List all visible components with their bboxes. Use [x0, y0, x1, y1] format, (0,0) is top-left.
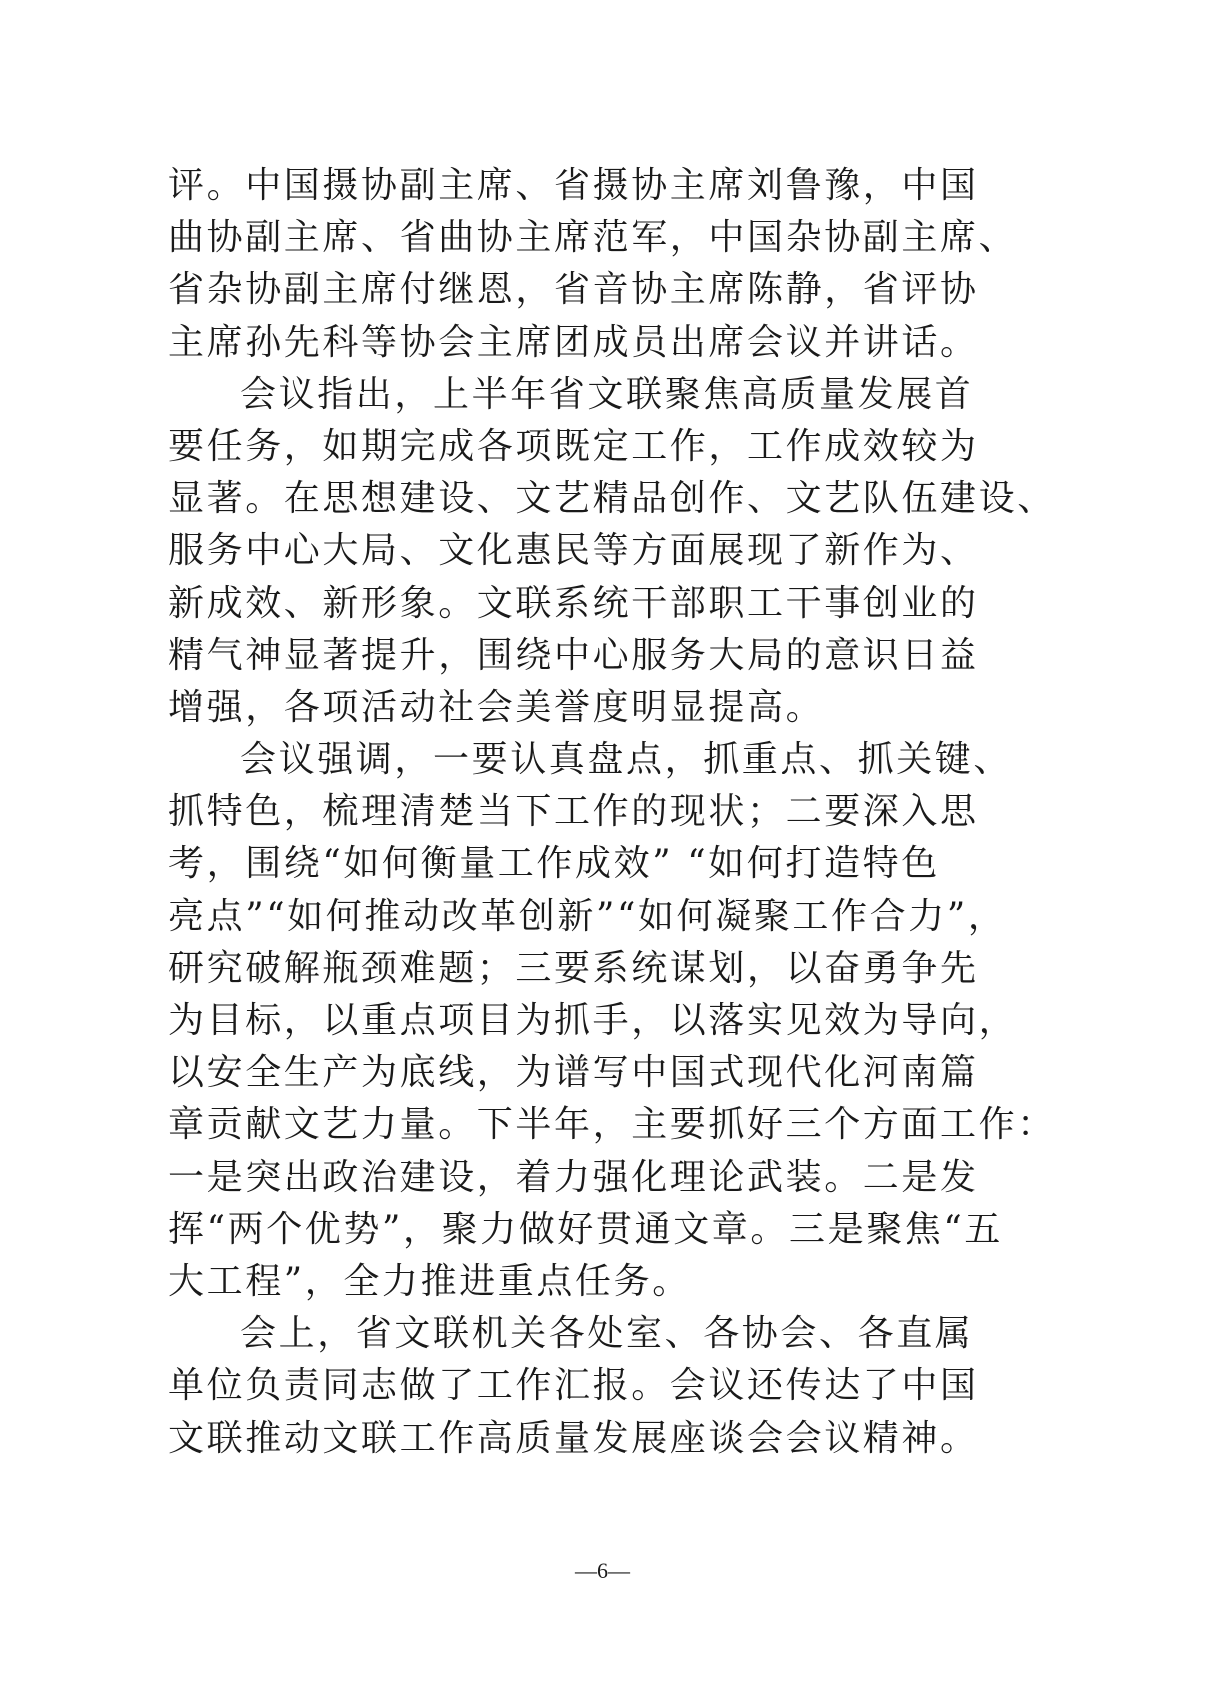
text-line: 亮点”“如何推动改革创新”“如何凝聚工作合力”，: [168, 895, 1007, 937]
text-line: 显著。在思想建设、文艺精品创作、文艺队伍建设、: [168, 478, 1056, 520]
text-line: 为目标，以重点项目为抓手，以落实见效为导向，: [168, 1000, 1018, 1041]
page-number: —6—: [575, 1558, 630, 1583]
text-line: 挥“两个优势”，聚力做好贯通文章。三是聚焦“五: [168, 1208, 1004, 1250]
text-line: 一是突出政治建设，着力强化理论武装。二是发: [168, 1156, 979, 1198]
text-line: 精气神显著提升，围绕中心服务大局的意识日益: [168, 634, 979, 676]
paragraph-start-line: 会议强调，一要认真盘点，抓重点、抓关键、: [240, 739, 1013, 781]
paragraph-start-line: 会上，省文联机关各处室、各协会、各直属: [240, 1313, 974, 1355]
text-line: 文联推动文联工作高质量发展座谈会会议精神。: [168, 1417, 979, 1459]
text-line: 单位负责同志做了工作汇报。会议还传达了中国: [168, 1365, 979, 1407]
text-line: 研究破解瓶颈难题；三要系统谋划，以奋勇争先: [168, 947, 979, 989]
paragraph-start-line: 会议指出，上半年省文联聚焦高质量发展首: [240, 373, 974, 415]
text-line: 以安全生产为底线，为谱写中国式现代化河南篇: [168, 1052, 979, 1094]
text-line: 主席孙先科等协会主席团成员出席会议并讲话。: [168, 321, 979, 363]
text-line: 大工程”，全力推进重点任务。: [168, 1260, 691, 1302]
text-line: 章贡献文艺力量。下半年，主要抓好三个方面工作：: [168, 1104, 1056, 1146]
text-line: 曲协副主席、省曲协主席范军，中国杂协副主席、: [168, 217, 1018, 259]
text-line: 服务中心大局、文化惠民等方面展现了新作为、: [168, 530, 979, 572]
body-text: [168, 160, 1056, 1465]
text-line: 抓特色，梳理清楚当下工作的现状；二要深入思: [168, 791, 979, 833]
text-line: 新成效、新形象。文联系统干部职工干事创业的: [168, 582, 979, 624]
text-line: 增强，各项活动社会美誉度明显提高。: [168, 686, 825, 728]
text-line: 考，围绕“如何衡量工作成效” “如何打造特色: [168, 843, 940, 885]
text-line: 省杂协副主席付继恩，省音协主席陈静，省评协: [168, 269, 979, 311]
text-line: 评。中国摄协副主席、省摄协主席刘鲁豫，中国: [168, 165, 979, 206]
text-line: 要任务，如期完成各项既定工作，工作成效较为: [168, 425, 979, 467]
